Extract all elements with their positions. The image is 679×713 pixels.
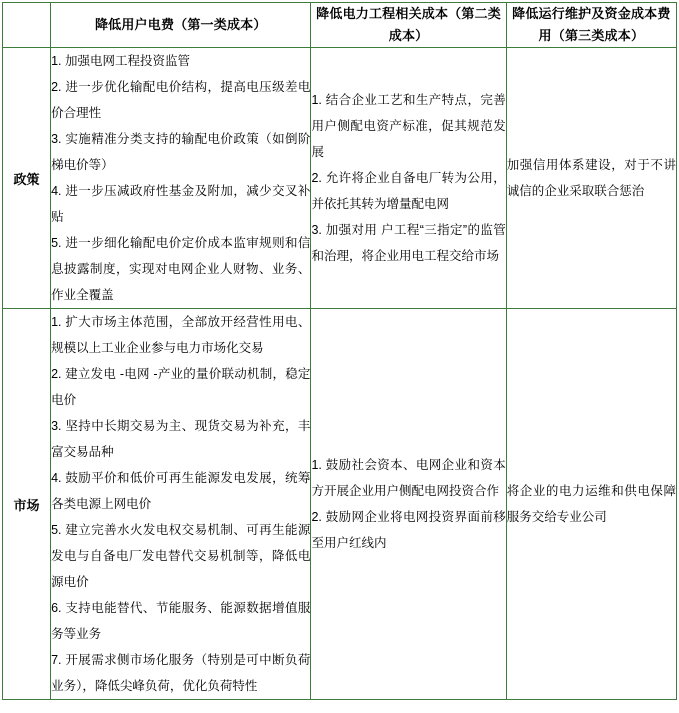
list-item: 1. 结合企业工艺和生产特点，完善用户侧配电资产标准，促其规范发展 [311, 93, 506, 159]
cell-market-user-fee [51, 309, 311, 700]
list-item: 3. 加强对用 户工程“三指定”的监管和治理，将企业用电工程交给市场 [311, 223, 506, 263]
list-item: 5. 建立完善水火发电权交易机制、可再生能源发电与自备电厂发电替代交易机制等，降低电源电价 [51, 523, 311, 589]
list-item: 4. 鼓励平价和低价可再生能源发电发展，统筹各类电源上网电价 [51, 471, 311, 511]
table-header-row [3, 3, 677, 48]
column-header-power-project-cost: 降低电力工程相关成本（第二类成本） [311, 3, 506, 48]
column-header-operation-maintenance-cost: 降低运行维护及资金成本费用（第三类成本） [506, 3, 676, 48]
table-corner-header [3, 3, 51, 48]
cost-reduction-matrix-table [2, 2, 677, 700]
list-item: 3. 坚持中长期交易为主、现货交易为补充，丰富交易品种 [51, 419, 311, 459]
list-item: 加强信用体系建设，对于不讲诚信的企业采取联合惩治 [506, 158, 676, 198]
list-item: 6. 支持电能替代、节能服务、能源数据增值服务等业务 [51, 601, 311, 641]
list-item: 1. 鼓励社会资本、电网企业和资本方开展企业用户侧配电网投资合作 [311, 458, 506, 498]
list-item: 1. 扩大市场主体范围，全部放开经营性用电、规模以上工业企业参与电力市场化交易 [51, 315, 311, 355]
row-label-market: 市场 [3, 309, 51, 700]
cell-policy-operation-cost [506, 48, 676, 309]
table-row [3, 309, 677, 700]
list-item: 2. 允许将企业自备电厂转为公用，并依托其转为增量配电网 [311, 171, 506, 211]
cell-market-project-cost [311, 309, 506, 700]
list-item: 2. 建立发电 -电网 -产业的量价联动机制，稳定电价 [51, 367, 311, 407]
cell-market-operation-cost [506, 309, 676, 700]
cell-policy-user-fee [51, 48, 311, 309]
list-item: 将企业的电力运维和供电保障服务交给专业公司 [506, 484, 676, 524]
list-item: 2. 进一步优化输配电价结构，提高电压级差电价合理性 [51, 80, 311, 120]
list-item: 3. 实施精准分类支持的输配电价政策（如倒阶梯电价等） [51, 132, 311, 172]
list-item: 7. 开展需求侧市场化服务（特别是可中断负荷业务），降低尖峰负荷，优化负荷特性 [51, 653, 311, 693]
list-item: 1. 加强电网工程投资监管 [51, 54, 190, 68]
column-header-user-electricity-fee: 降低用户电费（第一类成本） [51, 3, 311, 48]
table-row [3, 48, 677, 309]
list-item: 2. 鼓励网企业将电网投资界面前移至用户红线内 [311, 510, 506, 550]
cell-policy-project-cost [311, 48, 506, 309]
row-label-policy: 政策 [3, 48, 51, 309]
list-item: 4. 进一步压减政府性基金及附加，减少交叉补贴 [51, 184, 311, 224]
list-item: 5. 进一步细化输配电价定价成本监审规则和信息披露制度，实现对电网企业人财物、业务、作业全覆盖 [51, 236, 311, 302]
